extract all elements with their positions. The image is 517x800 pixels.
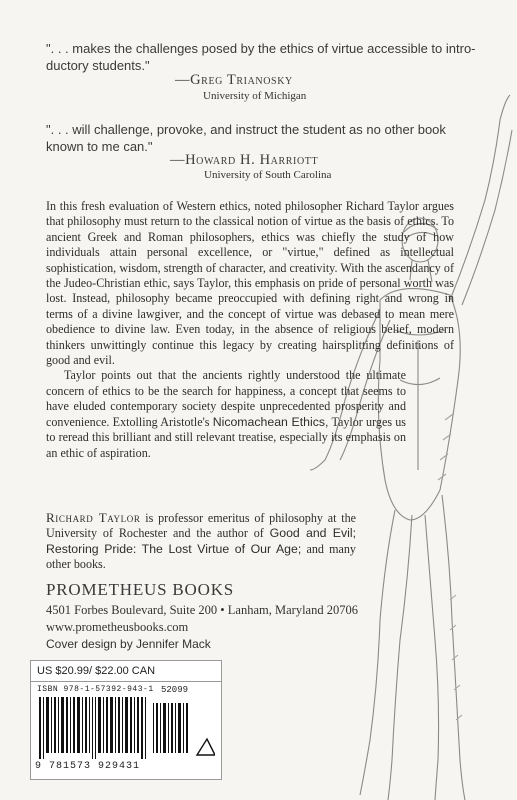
divider [31,681,221,682]
review-author-1: —Greg Trianosky [175,72,293,88]
author-bio-text-2: and many other books. [46,541,356,572]
publisher-address: 4501 Forbes Boulevard, Suite 200 • Lanham, Maryland 20706 [46,603,358,617]
review-author-2: —Howard H. Harriott [170,152,319,168]
author-book-titles: Good and Evil; Restoring Pride: The Lost Virtue of Our Age; [46,526,356,556]
author-bio-text-1: is professor emeritus of philosophy at the University of Rochester and the author of [46,511,357,541]
description-paragraph-1: In this fresh evaluation of Western ethics, noted philosopher Richard Taylor argues that philosophy must return to the classical notion of virtue as the basis of ethics. To ancient Greek and Roman philosophers, ethics was chiefly the study of how individuals attain personal excellence, or "virtue," defined as intellectual sophistication, wisdom, strength of character, and creativity. With the ascendancy of the Judeo-Christian ethic, says Taylor, this emphasis on pride of personal worth was lost. Instead, philosophy became preoccupied with defining right and wrong in terms of a divine lawgiver, and the concept of virtue was debased to mean mere obedience to divine law. Even today, in the absence of religious belief, modern thinkers unwittingly continue this legacy by creating hairsplitting definitions of good and evil. [46,199,454,368]
barcode-icon [37,697,215,759]
book-title-nicomachean: Nicomachean Ethics, [212,414,329,429]
author-name: Richard Taylor [46,510,141,525]
review-institution-2: University of South Carolina [204,169,332,181]
author-bio [46,510,356,573]
description [46,199,454,461]
publisher-name: PROMETHEUS BOOKS [46,580,235,599]
isbn-label: ISBN 978-1-57392-943-1 [37,685,154,694]
review-institution-1: University of Michigan [203,90,307,102]
review-quote-1: ". . . makes the challenges posed by the ethics of virtue accessible to intro-ductory students." [46,41,476,73]
price-label: US $20.99/ $22.00 CAN [37,665,156,677]
price-code: 52099 [161,685,189,695]
description-paragraph-2 [46,368,406,460]
review-quote-2: ". . . will challenge, provoke, and instruct the student as no other book known to me can." [46,122,446,154]
cover-credit: Cover design by Jennifer Mack [46,637,211,651]
ean-number: 9 781573 929431 [35,761,141,772]
description-paragraph-2-text: Taylor points out that the ancients rightly understood the ultimate concern of ethics to be the search for happiness, a concept that seems to have eluded contemporary society despite unprecedented prosperity and convenience. Extolling Aristotle's [46,368,406,429]
barcode-box [30,660,222,780]
description-paragraph-2-end: Taylor urges us to reread this brilliant and still relevant treatise, especially its emphasis on an ethic of aspiration. [46,414,407,460]
publisher-website[interactable]: www.prometheusbooks.com [46,620,189,634]
